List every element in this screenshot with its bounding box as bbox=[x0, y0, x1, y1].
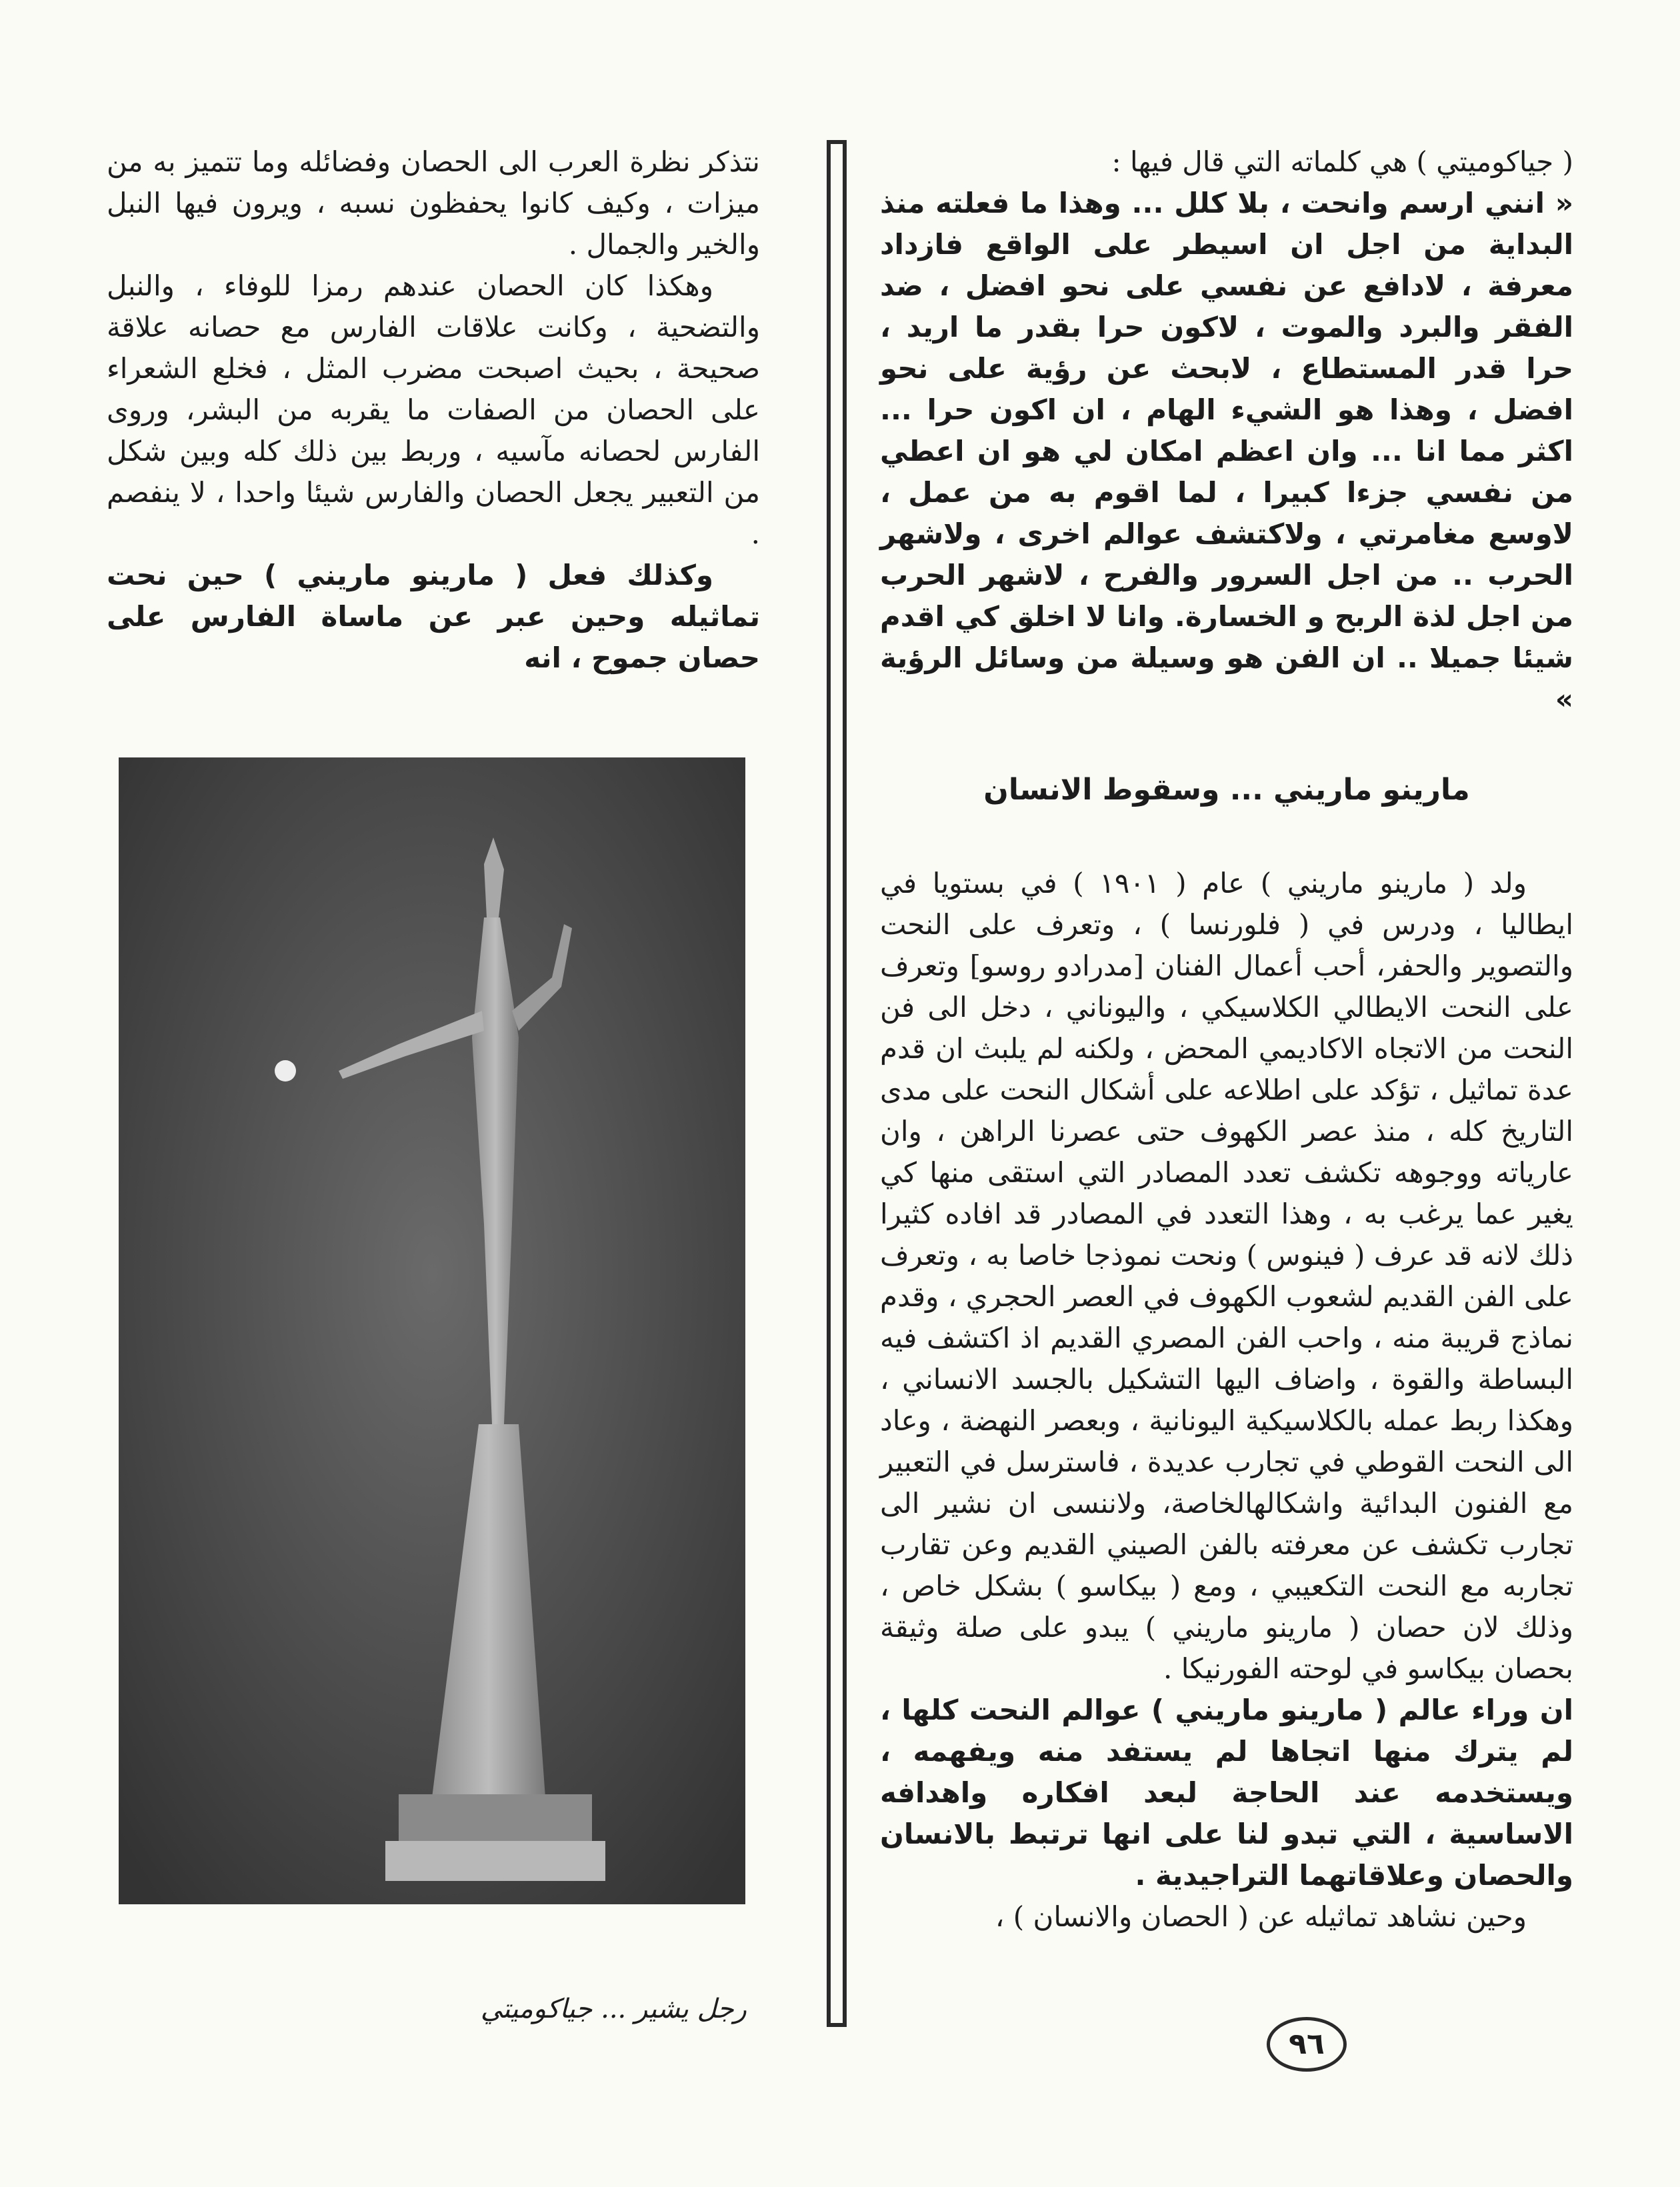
intro-line: ( جياكوميتي ) هي كلماته التي قال فيها : bbox=[1111, 145, 1573, 178]
right-column bbox=[880, 141, 1573, 1938]
section-heading: مارينو ماريني ... وسقوط الانسان bbox=[983, 773, 1470, 807]
marini-biography: ولد ( مارينو ماريني ) عام ( ١٩٠١ ) في بستويا في ايطاليا ، ودرس في ( فلورنسا ) ، وتعرف على النحت والتصوير والحفر، أحب أعمال الفنان [مدرادو روسو] وتعرف على النحت الايطالي الكلاسيكي ، واليوناني ، دخل الى فن النحت من الاتجاه الاكاديمي المحض ، ولكنه لم يلبث ان قدم عدة تماثيل ، تؤكد على اطلاعه على أشكال النحت على مدى التاريخ كله ، منذ عصر الكهوف حتى عصرنا الراهن ، وان عارياته ووجوهه تكشف تعدد المصادر التي استقى منها كي يغير عما يرغب به ، وهذا التعدد في المصادر قد افاده كثيرا ذلك لانه قد عرف ( فينوس ) ونحت نموذجا خاصا به ، وتعرف على الفن القديم لشعوب الكهوف في العصر الحجري ، وقدم نماذج قريبة منه ، واحب الفن المصري القديم اذ اكتشف فيه البساطة والقوة ، واضاف اليها التشكيل بالجسد الانساني ، وهكذا ربط عمله بالكلاسيكية اليونانية ، وبعصر النهضة ، وعاد الى النحت القوطي في تجارب عديدة ، فاسترسل في التعبير مع الفنون البدائية واشكالهالخاصة، ولاننسى ان نشير الى تجارب تكشف عن معرفته بالفن الصيني القديم وعن تقارب تجاربه مع النحت التكعيبي ، ومع ( بيكاسو ) بشكل خاص ، وذلك لان حصان ( مارينو ماريني ) يبدو على صلة وثيقة بحصان بيكاسو في لوحته الفورنيكا . bbox=[880, 867, 1574, 1685]
bold-paragraph: ان وراء عالم ( مارينو ماريني ) عوالم النحت كلها ، لم يترك منها اتجاها لم يستفد منه ويفهمه ، ويستخدمه عند الحاجة لبعد افكاره واهدافه الاساسية ، التي تبدو لنا على انها ترتبط بالانسان والحصان وعلاقاتهما التراجيدية . bbox=[880, 1694, 1573, 1892]
sculpture-illustration bbox=[119, 757, 745, 1904]
left-paragraph-1: نتذكر نظرة العرب الى الحصان وفضائله وما تتميز به من ميزات ، وكيف كانوا يحفظون نسبه ، ويرون فيها النبل والخير والجمال . bbox=[107, 145, 760, 261]
giacometti-quote: « انني ارسم وانحت ، بلا كلل ... وهذا ما فعلته منذ البداية من اجل ان اسيطر على الواقع فازداد معرفة ، لادافع عن نفسي على نحو افضل ، ضد الفقر والبرد والموت ، لاكون حرا بقدر ما اريد ، حرا قدر المستطاع ، لابحث عن رؤية على نحو افضل ، وهذا هو الشيء الهام ، ان اكون حرا ... اكثر مما انا ... وان اعظم امكان لي هو ان اعطي من نفسي جزءا كبيرا ، لما اقوم به من عمل ، لاوسع مغامرتي ، ولاكتشف عوالم اخرى ، ولاشهر الحرب .. من اجل السرور والفرح ، لاشهر الحرب من اجل لذة الربح و الخسارة. وانا لا اخلق كي اقدم شيئا جميلا .. ان الفن هو وسيلة من وسائل الرؤية » bbox=[880, 187, 1573, 715]
photo-caption: رجل يشير ... جياكوميتي bbox=[480, 1994, 747, 2024]
left-column bbox=[107, 141, 760, 679]
left-paragraph-3: وكذلك فعل ( مارينو ماريني ) حين نحت تماثيله وحين عبر عن ماساة الفارس على حصان جموح ، انه bbox=[107, 559, 760, 674]
sculpture-photo bbox=[119, 757, 745, 1904]
closing-line: وحين نشاهد تماثيله عن ( الحصان والانسان ) ، bbox=[995, 1900, 1527, 1933]
page-number: ٩٦ bbox=[1267, 2017, 1347, 2072]
left-paragraph-2: وهكذا كان الحصان عندهم رمزا للوفاء ، والنبل والتضحية ، وكانت علاقات الفارس مع حصانه علاقة صحيحة ، بحيث اصبحت مضرب المثل ، فخلع الشعراء على الحصان من الصفات ما يقربه من البشر، وروى الفارس لحصانه مآسيه ، وربط بين ذلك كله وبين شكل من التعبير يجعل الحصان والفارس شيئا واحدا ، لا ينفصم . bbox=[107, 269, 760, 550]
column-divider bbox=[827, 140, 847, 2027]
